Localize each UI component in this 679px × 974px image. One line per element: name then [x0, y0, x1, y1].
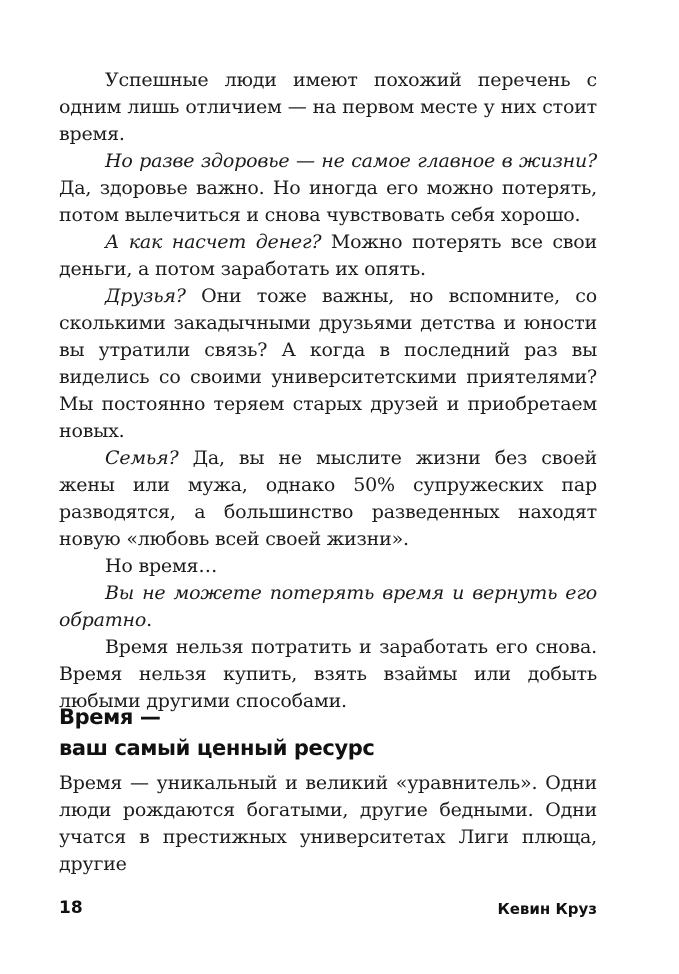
paragraph-family: [59, 445, 597, 553]
italic-question-money: А как насчет денег?: [105, 231, 322, 253]
running-footer-author: Кевин Круз: [497, 900, 597, 918]
paragraph-but-time: Но время…: [105, 555, 218, 577]
section-body-text: [59, 770, 597, 878]
paragraph-health: [59, 148, 597, 229]
section-heading: [59, 702, 597, 764]
paragraph-friends-text: Они тоже важны, но вспомните, со сколькими закадычными друзьями детства и юности вы утратили связь? А когда в последний раз вы виделись со своими университетскими приятелями? Мы постоянно теряем старых друзей и приобретаем новых.: [59, 285, 597, 442]
paragraph-success-list: Успешные люди имеют похожий перечень с одним лишь отличием — на первом месте у них стоит время.: [59, 69, 597, 145]
italic-question-family: Семья?: [105, 447, 179, 469]
section-heading-line1: Время —: [59, 705, 161, 729]
paragraph-cannot-lose-time: [59, 580, 597, 634]
paragraph-family-text: Да, вы не мыслите жизни без своей жены или мужа, однако 50% супружеских пар разводятся, а большинство разведенных находят новую «любовь всей своей жизни».: [59, 447, 597, 550]
italic-question-friends: Друзья?: [105, 285, 186, 307]
paragraph-friends: [59, 283, 597, 445]
italic-statement-time: Вы не можете потерять время и вернуть его обратно: [59, 582, 597, 631]
paragraph-equalizer: Время — уникальный и великий «уравнитель». Одни люди рождаются богатыми, другие бедными. Одни учатся в престижных университетах Лиги плюща, другие: [59, 772, 597, 875]
section-heading-line2: ваш самый ценный ресурс: [59, 736, 375, 760]
paragraph-health-text: Да, здоровье важно. Но иногда его можно потерять, потом вылечиться и снова чувствовать себя хорошо.: [59, 177, 597, 226]
paragraph-period: .: [146, 609, 152, 631]
italic-question-health: Но разве здоровье — не самое главное в жизни?: [105, 150, 597, 172]
page-number: 18: [59, 898, 83, 918]
body-text: [59, 67, 597, 715]
paragraph-time-cannot-buy: Время нельзя потратить и заработать его снова. Время нельзя купить, взять взаймы или добыть любыми другими способами.: [59, 636, 597, 712]
paragraph-money-text: Можно потерять все свои деньги, а потом заработать их опять.: [59, 231, 597, 280]
paragraph-money: [59, 229, 597, 283]
